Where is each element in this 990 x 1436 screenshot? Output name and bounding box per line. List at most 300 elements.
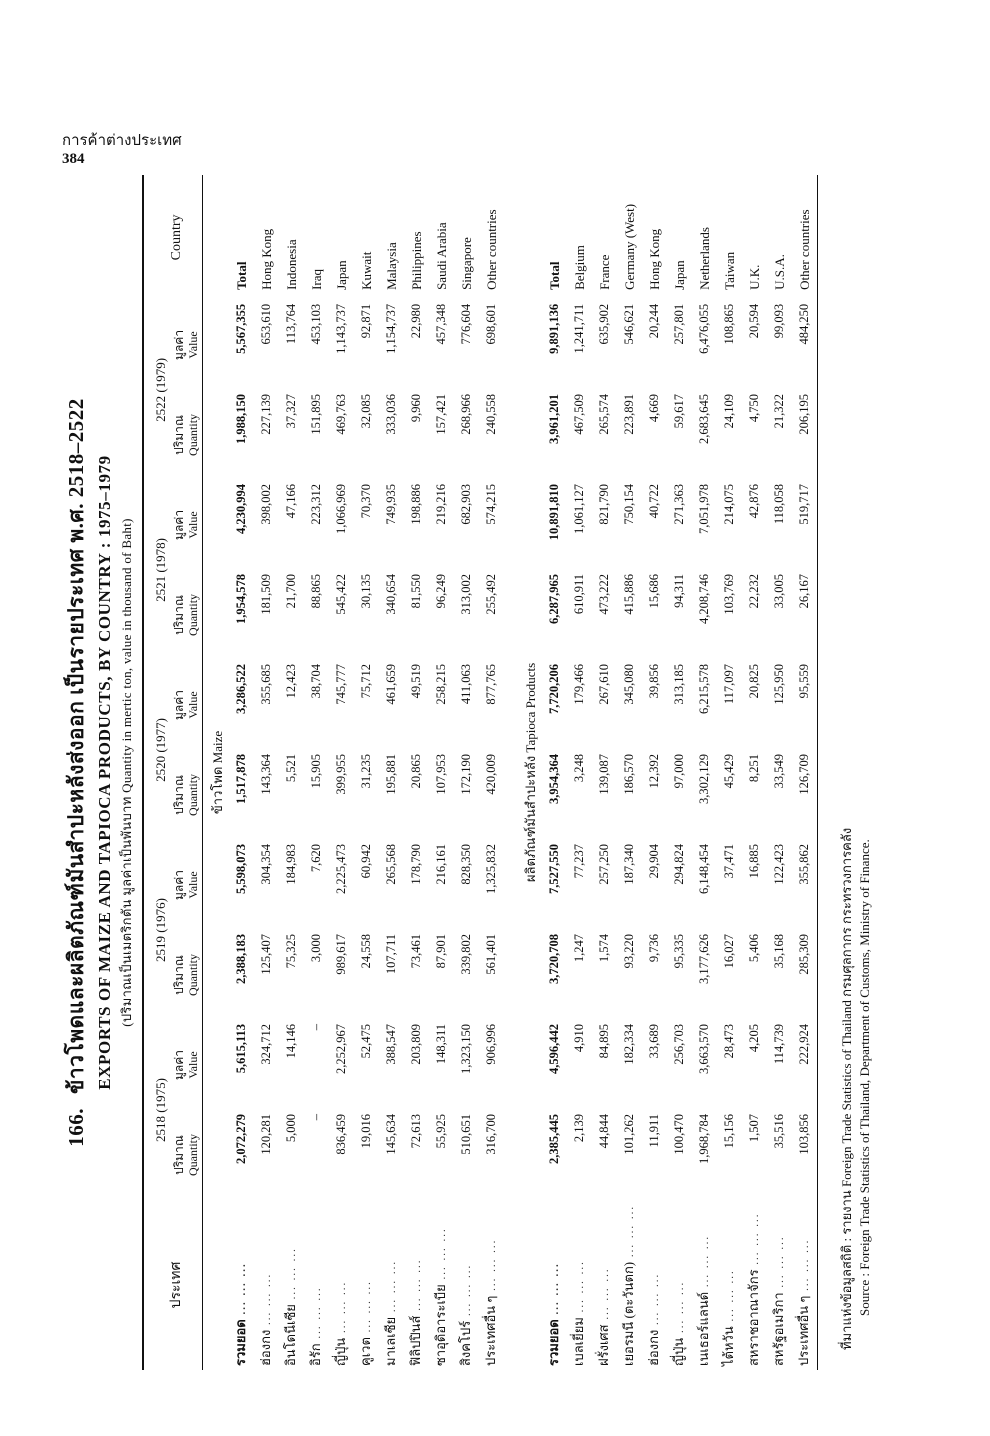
value-cell: 1,143,737 xyxy=(334,303,348,354)
val-thai-label: มูลค่า xyxy=(172,1049,186,1081)
country-english: Taiwan xyxy=(722,251,737,290)
table-row xyxy=(717,175,742,1370)
leader-dots: ... ... ... xyxy=(799,1238,811,1296)
value-cell: 6,215,578 xyxy=(697,663,711,714)
quantity-cell: 333,036 xyxy=(384,393,398,435)
value-cell: 304,354 xyxy=(259,843,273,885)
country-english: Belgium xyxy=(572,245,587,290)
quantity-cell: 55,925 xyxy=(434,1114,448,1149)
value-cell: 776,604 xyxy=(459,303,473,345)
quantity-cell: 240,558 xyxy=(484,393,498,435)
header-value xyxy=(170,660,203,750)
quantity-cell: 88,865 xyxy=(309,573,323,609)
value-cell: 6,476,055 xyxy=(697,303,711,354)
value-cell: 148,311 xyxy=(434,1023,448,1065)
table-row xyxy=(454,175,479,1370)
quantity-cell: 11,911 xyxy=(647,1114,661,1148)
value-cell: 1,325,832 xyxy=(484,843,498,894)
value-cell: 14,146 xyxy=(284,1023,298,1059)
quantity-cell: 87,901 xyxy=(434,933,448,969)
country-thai-cell xyxy=(667,1200,692,1370)
val-thai-label: มูลค่า xyxy=(172,869,186,900)
country-thai: รวมยอด xyxy=(546,1319,561,1366)
value-cell: 4,205 xyxy=(747,1023,761,1053)
value-cell: 33,689 xyxy=(647,1023,661,1059)
leader-dots: ... ... ... xyxy=(486,1238,498,1296)
country-thai-cell xyxy=(542,1200,567,1370)
value-cell: 9,891,136 xyxy=(547,303,561,354)
country-english: Other countries xyxy=(797,209,812,290)
quantity-cell: 9,736 xyxy=(647,933,661,963)
country-english: U.K. xyxy=(747,264,762,290)
table-title-thai-text: ข้าวโพดและผลิตภัณฑ์มันสำปะหลังส่งออก เป็นรายประเทศ พ.ศ. 2518–2522 xyxy=(64,398,88,1094)
value-cell: 117,097 xyxy=(722,663,736,705)
country-thai: ฟิลิปปินส์ xyxy=(408,1315,423,1366)
value-cell: 99,093 xyxy=(772,303,786,339)
quantity-cell: 313,002 xyxy=(459,573,473,615)
value-cell: 745,777 xyxy=(334,663,348,705)
val-thai-label: มูลค่า xyxy=(172,509,186,540)
country-thai-cell xyxy=(717,1200,742,1370)
value-cell: 635,902 xyxy=(597,303,611,345)
value-cell: 12,423 xyxy=(284,663,298,699)
country-thai-cell xyxy=(254,1200,279,1370)
quantity-cell: 4,750 xyxy=(747,393,761,423)
quantity-cell: 989,617 xyxy=(334,933,348,975)
country-english: Singapore xyxy=(459,237,474,290)
country-english: Japan xyxy=(672,260,687,290)
header-quantity xyxy=(170,390,203,480)
value-cell: 184,983 xyxy=(284,843,298,885)
country-english: Kuwait xyxy=(359,251,374,290)
header-country-english: Country xyxy=(169,214,184,261)
value-cell: 574,215 xyxy=(484,483,498,525)
quantity-cell: 95,335 xyxy=(672,933,686,969)
quantity-cell: 1,988,150 xyxy=(234,393,248,444)
value-cell: 49,519 xyxy=(409,663,423,699)
quantity-cell: 16,027 xyxy=(722,933,736,969)
country-english: Other countries xyxy=(484,209,499,290)
quantity-cell: 1,954,578 xyxy=(234,573,248,624)
leader-dots: ... ... ... xyxy=(461,1263,473,1321)
quantity-cell: 5,000 xyxy=(284,1114,298,1143)
value-cell: 7,527,550 xyxy=(547,843,561,894)
quantity-cell: 96,249 xyxy=(434,573,448,609)
value-cell: 39,856 xyxy=(647,663,661,699)
country-english: Netherlands xyxy=(697,227,712,290)
rotated-table-page xyxy=(60,175,915,1370)
table-row xyxy=(429,175,454,1370)
country-thai-cell xyxy=(692,1200,717,1370)
quantity-cell: 2,388,183 xyxy=(234,933,248,984)
value-cell: 546,621 xyxy=(622,303,636,345)
quantity-cell: 340,654 xyxy=(384,573,398,615)
quantity-cell: 610,911 xyxy=(572,573,586,615)
value-cell: 214,075 xyxy=(722,483,736,525)
value-cell: 3,286,522 xyxy=(234,663,248,714)
header-year: 2518 (1975) xyxy=(153,1078,168,1142)
header-quantity xyxy=(170,930,203,1020)
quantity-cell: 206,195 xyxy=(797,393,811,435)
value-cell: 653,610 xyxy=(259,303,273,345)
quantity-cell: 2,072,279 xyxy=(234,1114,248,1164)
table-row xyxy=(304,175,329,1370)
quantity-cell: 3,961,201 xyxy=(547,393,561,444)
value-cell: 324,712 xyxy=(259,1023,273,1065)
qty-english-label: Quantity xyxy=(186,773,200,816)
section-heading: ข้าวโพด Maize xyxy=(210,730,225,815)
value-cell: 75,712 xyxy=(359,663,373,699)
country-thai-cell xyxy=(617,1200,642,1370)
value-cell: 294,824 xyxy=(672,843,686,885)
value-cell: 411,063 xyxy=(459,663,473,705)
leader-dots: ... ... ... xyxy=(336,1280,348,1338)
section-spacer xyxy=(504,175,516,1370)
quantity-cell: 5,521 xyxy=(284,753,298,783)
quantity-cell: 93,220 xyxy=(622,933,636,969)
leader-dots: ... ... ... xyxy=(236,1262,248,1320)
value-cell: 203,809 xyxy=(409,1023,423,1065)
value-cell: 271,363 xyxy=(672,483,686,525)
country-english: Indonesia xyxy=(284,239,299,290)
value-cell: 3,663,570 xyxy=(697,1023,711,1074)
value-cell: 77,237 xyxy=(572,843,586,879)
leader-dots: ... ... ... xyxy=(574,1260,586,1318)
country-english: Malaysia xyxy=(384,242,399,290)
quantity-cell: 125,407 xyxy=(259,933,273,975)
table-row xyxy=(617,175,642,1370)
value-cell: 265,568 xyxy=(384,843,398,885)
value-cell: 108,865 xyxy=(722,303,736,345)
value-cell: 113,764 xyxy=(284,303,298,345)
quantity-cell: 107,953 xyxy=(434,753,448,795)
running-head xyxy=(62,132,182,168)
value-cell: 4,230,994 xyxy=(234,483,248,534)
country-english: Japan xyxy=(334,260,349,290)
quantity-cell: 545,422 xyxy=(334,573,348,615)
country-thai: มาเลเซีย xyxy=(383,1316,398,1366)
table-row xyxy=(254,175,279,1370)
value-cell: 118,058 xyxy=(772,483,786,525)
country-thai: อิรัก xyxy=(308,1343,323,1366)
value-cell: 5,598,073 xyxy=(234,843,248,894)
quantity-cell: 3,000 xyxy=(309,933,323,963)
value-cell: 821,790 xyxy=(597,483,611,525)
leader-dots: ... ... ... xyxy=(286,1247,298,1305)
quantity-cell: 181,509 xyxy=(259,573,273,615)
quantity-cell: 101,262 xyxy=(622,1114,636,1155)
value-cell: 388,547 xyxy=(384,1023,398,1065)
country-english: Iraq xyxy=(309,268,324,290)
section-heading-row xyxy=(516,175,542,1370)
value-cell: 5,567,355 xyxy=(234,303,248,354)
leader-dots: ... ... ... xyxy=(774,1235,786,1293)
country-thai-cell xyxy=(329,1200,354,1370)
quantity-cell: 186,570 xyxy=(622,753,636,795)
val-english-label: Value xyxy=(186,871,200,899)
table-row xyxy=(742,175,767,1370)
value-cell: 122,423 xyxy=(772,843,786,885)
quantity-cell: 100,470 xyxy=(672,1114,686,1155)
quantity-cell: 22,232 xyxy=(747,573,761,609)
value-cell: 95,559 xyxy=(797,663,811,699)
quantity-cell: 227,139 xyxy=(259,393,273,435)
source-note xyxy=(838,828,874,1350)
qty-english-label: Quantity xyxy=(186,593,200,636)
header-value xyxy=(170,840,203,930)
value-cell: 178,790 xyxy=(409,843,423,885)
value-cell: 2,252,967 xyxy=(334,1023,348,1074)
header-year: 2522 (1979) xyxy=(153,357,168,422)
quantity-cell: 420,009 xyxy=(484,753,498,795)
leader-dots: ... ... ... xyxy=(724,1269,736,1327)
value-cell: 906,996 xyxy=(484,1023,498,1065)
value-cell: 70,370 xyxy=(359,483,373,519)
value-cell: 749,935 xyxy=(384,483,398,525)
country-thai-cell xyxy=(229,1200,254,1370)
value-cell: 5,615,113 xyxy=(234,1023,248,1074)
country-english: Philippines xyxy=(409,231,424,290)
country-thai-cell xyxy=(404,1200,429,1370)
leader-dots: ... ... ... xyxy=(549,1262,561,1320)
value-cell: 4,910 xyxy=(572,1023,586,1053)
quantity-cell: 143,364 xyxy=(259,753,273,795)
quantity-cell: 126,709 xyxy=(797,753,811,795)
country-thai: ญี่ปุ่น xyxy=(333,1337,348,1366)
country-english: Hong Kong xyxy=(259,228,274,290)
quantity-cell: 139,087 xyxy=(597,753,611,795)
quantity-cell: 1,968,784 xyxy=(697,1114,711,1164)
country-english: U.S.A. xyxy=(772,254,787,290)
quantity-cell: – xyxy=(309,1114,323,1121)
table-row xyxy=(329,175,354,1370)
country-thai: รวมยอด xyxy=(233,1319,248,1366)
value-cell: 1,061,127 xyxy=(572,483,586,534)
quantity-cell: 4,208,746 xyxy=(697,573,711,624)
quantity-cell: 21,322 xyxy=(772,393,786,429)
country-thai: ฝรั่งเศส xyxy=(596,1324,611,1366)
leader-dots: ... ... ... xyxy=(674,1280,686,1338)
value-cell: 6,148,454 xyxy=(697,843,711,894)
quantity-cell: 30,135 xyxy=(359,573,373,609)
val-thai-label: มูลค่า xyxy=(172,689,186,720)
quantity-cell: 3,720,708 xyxy=(547,933,561,984)
quantity-cell: 836,459 xyxy=(334,1114,348,1155)
source-thai: ที่มาแห่งข้อมูลสถิติ : รายงาน Foreign Trade Statistics of Thailand กรมศุลกากร กระทรวงการคลัง xyxy=(839,827,854,1350)
value-cell: 179,466 xyxy=(572,663,586,705)
value-cell: 20,244 xyxy=(647,303,661,339)
page-number: 384 xyxy=(62,151,85,167)
value-cell: 52,475 xyxy=(359,1023,373,1059)
value-cell: 519,717 xyxy=(797,483,811,525)
leader-dots: ... ... ... xyxy=(361,1280,373,1338)
quantity-cell: 33,549 xyxy=(772,753,786,789)
leader-dots: ... ... ... xyxy=(311,1286,323,1344)
header-quantity xyxy=(170,1110,203,1200)
section-heading: ผลิตภัณฑ์มันสำปะหลัง Tapioca Products xyxy=(523,662,538,883)
value-cell: 7,051,978 xyxy=(697,483,711,534)
leader-dots: ... ... ... xyxy=(261,1272,273,1330)
val-english-label: Value xyxy=(186,511,200,539)
quantity-cell: 415,886 xyxy=(622,573,636,615)
country-english: Total xyxy=(234,261,249,290)
table-row xyxy=(279,175,304,1370)
value-cell: 257,250 xyxy=(597,843,611,885)
table-row xyxy=(379,175,404,1370)
country-thai-cell xyxy=(304,1200,329,1370)
table-total-row xyxy=(229,175,254,1370)
country-english: Saudi Arabia xyxy=(434,222,449,290)
quantity-cell: 12,392 xyxy=(647,753,661,789)
value-cell: 42,876 xyxy=(747,483,761,519)
value-cell: 484,250 xyxy=(797,303,811,345)
table-title-english: EXPORTS OF MAIZE AND TAPIOCA PRODUCTS, BY COUNTRY : 1975–1979 xyxy=(95,455,114,1090)
value-cell: 355,862 xyxy=(797,843,811,885)
value-cell: 750,154 xyxy=(622,483,636,525)
quantity-cell: 75,325 xyxy=(284,933,298,969)
source-english: Source : Foreign Trade Statistics of Thailand, Department of Customs, Ministry of Finance. xyxy=(857,839,872,1316)
table-total-row xyxy=(542,175,567,1370)
country-thai-cell xyxy=(354,1200,379,1370)
table-body xyxy=(203,175,818,1370)
quantity-cell: 2,385,445 xyxy=(547,1114,561,1164)
qty-thai-label: ปริมาณ xyxy=(172,955,186,995)
value-cell: 10,891,810 xyxy=(547,483,561,541)
quantity-cell: 223,891 xyxy=(622,393,636,435)
quantity-cell: 45,429 xyxy=(722,753,736,789)
qty-thai-label: ปริมาณ xyxy=(172,415,186,455)
table-title-thai xyxy=(60,175,93,1370)
country-thai-cell xyxy=(454,1200,479,1370)
country-thai-cell xyxy=(279,1200,304,1370)
quantity-cell: 172,190 xyxy=(459,753,473,795)
table-row xyxy=(667,175,692,1370)
quantity-cell: 510,651 xyxy=(459,1114,473,1155)
quantity-cell: 473,222 xyxy=(597,573,611,615)
header-year: 2519 (1976) xyxy=(153,898,168,962)
country-thai-cell xyxy=(429,1200,454,1370)
val-english-label: Value xyxy=(186,1051,200,1079)
leader-dots: ... ... ... xyxy=(411,1258,423,1316)
country-thai: ประเทศอื่น ๆ xyxy=(483,1295,498,1366)
value-cell: 125,950 xyxy=(772,663,786,705)
quantity-cell: 3,248 xyxy=(572,753,586,783)
table-row xyxy=(692,175,717,1370)
quantity-cell: 35,516 xyxy=(772,1114,786,1149)
qty-thai-label: ปริมาณ xyxy=(172,1135,186,1175)
quantity-cell: 157,421 xyxy=(434,393,448,435)
leader-dots: ... ... ... xyxy=(599,1267,611,1325)
quantity-cell: 73,461 xyxy=(409,933,423,969)
quantity-cell: 81,550 xyxy=(409,573,423,609)
header-year: 2521 (1978) xyxy=(153,537,168,602)
country-thai-cell xyxy=(792,1200,818,1370)
quantity-cell: 3,177,626 xyxy=(697,933,711,984)
value-cell: 60,942 xyxy=(359,843,373,879)
val-english-label: Value xyxy=(186,691,200,719)
quantity-cell: 469,763 xyxy=(334,393,348,435)
quantity-cell: 1,247 xyxy=(572,933,586,963)
header-year: 2520 (1977) xyxy=(153,718,168,782)
value-cell: 22,980 xyxy=(409,303,423,339)
leader-dots: ... ... ... xyxy=(436,1227,448,1285)
value-cell: 1,066,969 xyxy=(334,483,348,534)
country-thai: สหราชอาณาจักร xyxy=(746,1269,761,1366)
table-row xyxy=(567,175,592,1370)
value-cell: 7,620 xyxy=(309,843,323,873)
value-cell: 28,473 xyxy=(722,1023,736,1059)
value-cell: 219,216 xyxy=(434,483,448,525)
country-thai: ฮ่องกง xyxy=(258,1329,273,1366)
quantity-cell: 1,507 xyxy=(747,1114,761,1143)
val-english-label: Value xyxy=(186,331,200,359)
quantity-cell: 32,085 xyxy=(359,393,373,429)
quantity-cell: 15,905 xyxy=(309,753,323,789)
value-cell: 16,885 xyxy=(747,843,761,879)
value-cell: 20,594 xyxy=(747,303,761,339)
value-cell: 84,895 xyxy=(597,1023,611,1059)
quantity-cell: 26,167 xyxy=(797,573,811,609)
country-thai: เยอรมนี (ตะวันตก) xyxy=(621,1261,636,1366)
value-cell: – xyxy=(309,1023,323,1031)
quantity-cell: 24,558 xyxy=(359,933,373,969)
country-thai: เนเธอร์แลนด์ xyxy=(696,1291,711,1366)
quantity-cell: 2,139 xyxy=(572,1114,586,1143)
leader-dots: ... ... ... xyxy=(749,1212,761,1270)
country-thai-cell xyxy=(767,1200,792,1370)
qty-english-label: Quantity xyxy=(186,1134,200,1176)
country-thai: สิงคโปร์ xyxy=(458,1320,473,1366)
value-cell: 40,722 xyxy=(647,483,661,519)
quantity-cell: 1,517,878 xyxy=(234,753,248,804)
country-thai-cell xyxy=(642,1200,667,1370)
value-cell: 398,002 xyxy=(259,483,273,525)
quantity-cell: 6,287,965 xyxy=(547,573,561,624)
value-cell: 37,471 xyxy=(722,843,736,879)
value-cell: 114,739 xyxy=(772,1023,786,1065)
qty-english-label: Quantity xyxy=(186,413,200,456)
value-cell: 222,924 xyxy=(797,1023,811,1065)
value-cell: 877,765 xyxy=(484,663,498,705)
quantity-cell: 107,711 xyxy=(384,933,398,975)
quantity-cell: 265,574 xyxy=(597,393,611,435)
quantity-cell: 2,683,645 xyxy=(697,393,711,444)
quantity-cell: 561,401 xyxy=(484,933,498,975)
quantity-cell: 1,574 xyxy=(597,933,611,963)
value-cell: 457,348 xyxy=(434,303,448,345)
value-cell: 2,225,473 xyxy=(334,843,348,894)
value-cell: 1,323,150 xyxy=(459,1023,473,1074)
country-thai: อินโดนีเซีย xyxy=(283,1304,298,1366)
quantity-cell: 44,844 xyxy=(597,1114,611,1149)
value-cell: 216,161 xyxy=(434,843,448,885)
qty-thai-label: ปริมาณ xyxy=(172,775,186,815)
country-thai: คูเวต xyxy=(358,1337,373,1366)
quantity-cell: 59,617 xyxy=(672,393,686,429)
table-row xyxy=(592,175,617,1370)
value-cell: 29,904 xyxy=(647,843,661,879)
table-number: 166. xyxy=(64,1108,88,1147)
value-cell: 313,185 xyxy=(672,663,686,705)
value-cell: 20,825 xyxy=(747,663,761,699)
header-country-thai: ประเทศ xyxy=(169,1261,184,1309)
value-cell: 257,801 xyxy=(672,303,686,345)
country-thai-cell xyxy=(567,1200,592,1370)
quantity-cell: 37,327 xyxy=(284,393,298,429)
value-cell: 1,241,711 xyxy=(572,303,586,354)
quantity-cell: 94,311 xyxy=(672,573,686,608)
table-row xyxy=(767,175,792,1370)
